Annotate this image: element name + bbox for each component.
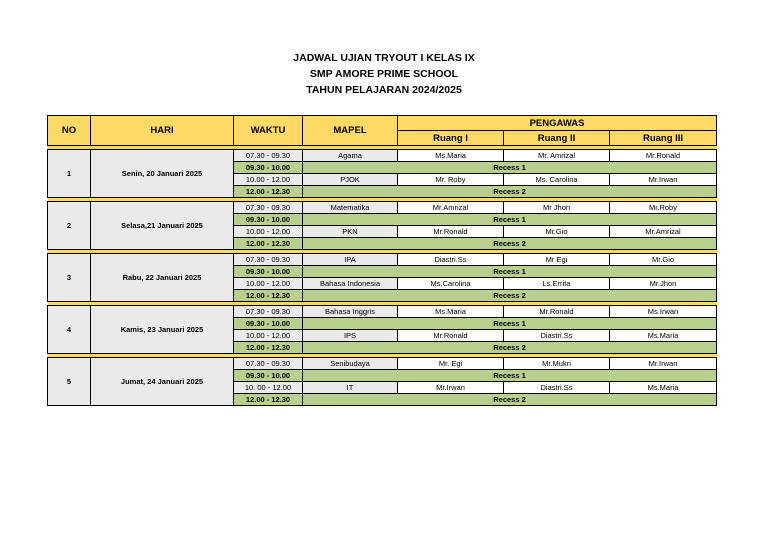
- time-cell: 09.30 - 10.00: [234, 214, 303, 226]
- time-cell: 09.30 - 10.00: [234, 318, 303, 330]
- proctor-room-2: Diastri.Ss: [504, 382, 610, 394]
- subject-cell: Senibudaya: [303, 358, 398, 370]
- time-cell: 10.00 - 12.00: [234, 278, 303, 290]
- title-line-2: SMP AMORE PRIME SCHOOL: [309, 68, 459, 80]
- header-hari: HARI: [91, 116, 234, 146]
- exam-row: [48, 150, 717, 162]
- header-mapel: MAPEL: [303, 116, 398, 146]
- proctor-room-3: Ms.Maria: [610, 382, 717, 394]
- proctor-room-3: Mr.Roby: [610, 202, 717, 214]
- proctor-room-3: Mr.Ronald: [610, 150, 717, 162]
- recess-cell: Recess 2: [303, 290, 717, 302]
- subject-cell: IPS: [303, 330, 398, 342]
- header-ruang-3: Ruang III: [610, 131, 717, 146]
- subject-cell: PKN: [303, 226, 398, 238]
- day-date: Kamis, 23 Januari 2025: [91, 306, 234, 354]
- day-date: Selasa,21 Januari 2025: [91, 202, 234, 250]
- recess-cell: Recess 1: [303, 162, 717, 174]
- proctor-room-1: Mr.Ronald: [398, 330, 504, 342]
- header-waktu: WAKTU: [234, 116, 303, 146]
- time-cell: 10.00 - 12.00: [234, 226, 303, 238]
- recess-cell: Recess 2: [303, 186, 717, 198]
- exam-schedule-table: [47, 115, 717, 406]
- time-cell: 12.00 - 12.30: [234, 290, 303, 302]
- proctor-room-2: Mr. Amrizal: [504, 150, 610, 162]
- header-no: NO: [48, 116, 91, 146]
- proctor-room-2: Mr.Gio: [504, 226, 610, 238]
- recess-cell: Recess 2: [303, 238, 717, 250]
- proctor-room-3: Ms.Maria: [610, 330, 717, 342]
- exam-row: [48, 202, 717, 214]
- time-cell: 12.00 - 12.30: [234, 342, 303, 354]
- day-date: Senin, 20 Januari 2025: [91, 150, 234, 198]
- day-number: 4: [48, 306, 91, 354]
- proctor-room-3: Mr.Amrizal: [610, 226, 717, 238]
- proctor-room-3: Mr.Irwan: [610, 358, 717, 370]
- time-cell: 07.30 - 09.30: [234, 150, 303, 162]
- subject-cell: Bahasa Indonesia: [303, 278, 398, 290]
- recess-cell: Recess 1: [303, 214, 717, 226]
- day-number: 1: [48, 150, 91, 198]
- header-ruang-1: Ruang I: [398, 131, 504, 146]
- time-cell: 07.30 - 09.30: [234, 254, 303, 266]
- proctor-room-3: Mr.Jhon: [610, 278, 717, 290]
- title-line-3: TAHUN PELAJARAN 2024/2025: [306, 84, 462, 96]
- proctor-room-1: Mr. Egi: [398, 358, 504, 370]
- time-cell: 12.00 - 12.30: [234, 186, 303, 198]
- proctor-room-3: Ms.Irwan: [610, 306, 717, 318]
- subject-cell: Agama: [303, 150, 398, 162]
- time-cell: 10. 00 - 12.00: [234, 382, 303, 394]
- time-cell: 09.30 - 10.00: [234, 370, 303, 382]
- day-number: 5: [48, 358, 91, 406]
- time-cell: 09.30 - 10.00: [234, 162, 303, 174]
- proctor-room-1: Mr. Roby: [398, 174, 504, 186]
- document-title-block: [0, 50, 768, 98]
- recess-cell: Recess 1: [303, 318, 717, 330]
- exam-row: [48, 306, 717, 318]
- time-cell: 09.30 - 10.00: [234, 266, 303, 278]
- proctor-room-1: Ms.Carolina: [398, 278, 504, 290]
- proctor-room-1: Diastri.Ss: [398, 254, 504, 266]
- recess-cell: Recess 1: [303, 266, 717, 278]
- header-pengawas: PENGAWAS: [398, 116, 717, 131]
- proctor-room-3: Mr.Gio: [610, 254, 717, 266]
- proctor-room-2: Mr.Mukri: [504, 358, 610, 370]
- subject-cell: IT: [303, 382, 398, 394]
- subject-cell: Matematika: [303, 202, 398, 214]
- time-cell: 10.00 - 12.00: [234, 330, 303, 342]
- proctor-room-2: Mr Egi: [504, 254, 610, 266]
- proctor-room-1: Mr.Ronald: [398, 226, 504, 238]
- recess-cell: Recess 1: [303, 370, 717, 382]
- exam-row: [48, 358, 717, 370]
- title-line-1: JADWAL UJIAN TRYOUT I KELAS IX: [293, 52, 475, 64]
- exam-row: [48, 254, 717, 266]
- proctor-room-2: Ms. Carolina: [504, 174, 610, 186]
- proctor-room-1: Ms.Maria: [398, 306, 504, 318]
- proctor-room-2: Mr.Ronald: [504, 306, 610, 318]
- time-cell: 10.00 - 12.00: [234, 174, 303, 186]
- proctor-room-2: Ls.Errita: [504, 278, 610, 290]
- proctor-room-2: Diastri.Ss: [504, 330, 610, 342]
- time-cell: 07.30 - 09.30: [234, 358, 303, 370]
- recess-cell: Recess 2: [303, 394, 717, 406]
- time-cell: 07.30 - 09.30: [234, 202, 303, 214]
- time-cell: 12.00 - 12.30: [234, 394, 303, 406]
- day-number: 2: [48, 202, 91, 250]
- proctor-room-1: Mr.Irwan: [398, 382, 504, 394]
- proctor-room-2: Mr Jhon: [504, 202, 610, 214]
- subject-cell: PJOK: [303, 174, 398, 186]
- subject-cell: IPA: [303, 254, 398, 266]
- proctor-room-1: Mr.Amrizal: [398, 202, 504, 214]
- schedule-body: [48, 146, 717, 406]
- recess-cell: Recess 2: [303, 342, 717, 354]
- proctor-room-1: Ms.Maria: [398, 150, 504, 162]
- time-cell: 12.00 - 12.30: [234, 238, 303, 250]
- day-number: 3: [48, 254, 91, 302]
- day-date: Rabu, 22 Januari 2025: [91, 254, 234, 302]
- header-ruang-2: Ruang II: [504, 131, 610, 146]
- day-date: Jumat, 24 Januari 2025: [91, 358, 234, 406]
- subject-cell: Bahasa Inggris: [303, 306, 398, 318]
- time-cell: 07.30 - 09.30: [234, 306, 303, 318]
- proctor-room-3: Mr.Irwan: [610, 174, 717, 186]
